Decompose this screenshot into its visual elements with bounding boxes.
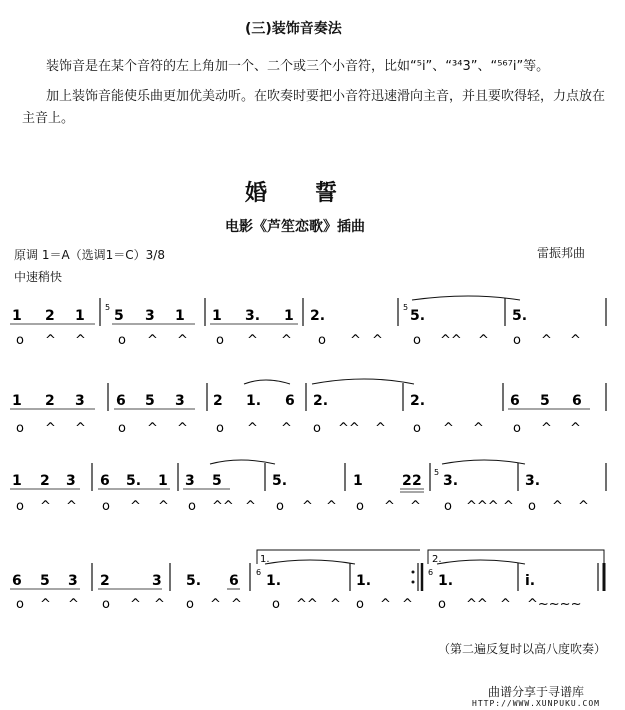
- svg-text:o: o: [276, 499, 284, 514]
- svg-text:^: ^: [578, 499, 589, 514]
- note: 1: [353, 473, 363, 489]
- svg-text:^: ^: [375, 421, 386, 436]
- svg-text:o: o: [188, 499, 196, 514]
- svg-text:^: ^: [210, 597, 221, 612]
- svg-text:o: o: [444, 499, 452, 514]
- svg-text:^^: ^^: [212, 499, 234, 514]
- note: 5: [145, 393, 155, 409]
- svg-text:^: ^: [541, 421, 552, 436]
- svg-text:o: o: [16, 597, 24, 612]
- tie-slur: [265, 560, 355, 564]
- note: 1: [75, 308, 85, 324]
- grace-note: 6: [428, 568, 434, 577]
- svg-text:^: ^: [45, 421, 56, 436]
- svg-text:^: ^: [473, 421, 484, 436]
- svg-text:^: ^: [130, 499, 141, 514]
- grace-note: 5: [105, 303, 111, 312]
- note: 2: [412, 473, 422, 489]
- svg-text:^: ^: [281, 333, 292, 348]
- svg-text:^: ^: [326, 499, 337, 514]
- tempo-marking: 中速稍快: [14, 270, 63, 284]
- svg-text:o: o: [413, 333, 421, 348]
- svg-text:^: ^: [570, 421, 581, 436]
- svg-text:^^^: ^^^: [466, 499, 499, 514]
- note: 3: [185, 473, 195, 489]
- song-subtitle: 电影《芦笙恋歌》插曲: [225, 219, 365, 235]
- svg-text:o: o: [528, 499, 536, 514]
- svg-text:o: o: [16, 333, 24, 348]
- svg-text:^: ^: [158, 499, 169, 514]
- svg-text:^: ^: [245, 499, 256, 514]
- score-row-1: [10, 296, 606, 348]
- note: 1: [12, 473, 22, 489]
- note: 1: [175, 308, 185, 324]
- note: 2: [402, 473, 412, 489]
- note: 6: [510, 393, 520, 409]
- note: 3: [175, 393, 185, 409]
- svg-text:o: o: [272, 597, 280, 612]
- svg-text:^: ^: [500, 597, 511, 612]
- svg-text:^: ^: [372, 333, 383, 348]
- svg-text:^: ^: [380, 597, 391, 612]
- note: 2.: [310, 308, 326, 324]
- svg-text:^: ^: [541, 333, 552, 348]
- grace-note: 5: [403, 303, 409, 312]
- note: 5.: [410, 308, 426, 324]
- svg-text:^: ^: [402, 597, 413, 612]
- svg-text:^^: ^^: [466, 597, 488, 612]
- volta-label-1: 1.: [260, 554, 270, 565]
- note: 6: [572, 393, 582, 409]
- paragraph-performance: 加上装饰音能使乐曲更加优美动听。在吹奏时要把小音符迅速滑向主音，并且要吹得轻，力点放在主音上。: [22, 89, 606, 126]
- note: 2: [100, 573, 110, 589]
- paragraph-grace-notes: 装饰音是在某个音符的左上角加一个、二个或三个小音符，比如“⁵i”、“³⁴3”、“⁵⁶⁷i”等。: [46, 59, 550, 74]
- note: 6: [285, 393, 295, 409]
- svg-text:o: o: [438, 597, 446, 612]
- svg-text:^: ^: [503, 499, 514, 514]
- svg-text:^: ^: [478, 333, 489, 348]
- tie-slur: [244, 380, 290, 384]
- volta-label-2: 2.: [432, 554, 442, 565]
- watermark-url: HTTP://WWW.XUNPUKU.COM: [472, 699, 600, 708]
- note: 6: [229, 573, 239, 589]
- note: 6: [12, 573, 22, 589]
- svg-text:^^: ^^: [338, 421, 360, 436]
- svg-text:^: ^: [330, 597, 341, 612]
- note: 1: [12, 308, 22, 324]
- svg-text:^: ^: [384, 499, 395, 514]
- svg-text:^~~~~: ^~~~~: [527, 597, 582, 612]
- svg-text:o: o: [118, 333, 126, 348]
- svg-text:^: ^: [154, 597, 165, 612]
- svg-text:^: ^: [40, 499, 51, 514]
- note: 5: [212, 473, 222, 489]
- svg-text:^: ^: [410, 499, 421, 514]
- svg-text:^: ^: [130, 597, 141, 612]
- svg-text:^: ^: [147, 333, 158, 348]
- svg-text:o: o: [102, 499, 110, 514]
- svg-text:^: ^: [350, 333, 361, 348]
- watermark-text: 曲谱分享于寻谱库: [488, 685, 585, 699]
- score-row-2: [10, 379, 606, 436]
- jianpu-score: [0, 280, 625, 620]
- svg-text:^: ^: [75, 421, 86, 436]
- note: 2: [40, 473, 50, 489]
- svg-text:o: o: [118, 421, 126, 436]
- svg-text:o: o: [356, 597, 364, 612]
- svg-text:^: ^: [68, 597, 79, 612]
- note: 1.: [246, 393, 262, 409]
- repeat-dot: [412, 581, 415, 584]
- svg-text:o: o: [318, 333, 326, 348]
- svg-text:o: o: [356, 499, 364, 514]
- svg-text:o: o: [513, 333, 521, 348]
- note: 3: [66, 473, 76, 489]
- note: i.: [525, 573, 536, 589]
- note: 3: [145, 308, 155, 324]
- note: 5: [540, 393, 550, 409]
- note: 1: [284, 308, 294, 324]
- note: 1: [158, 473, 168, 489]
- repeat-dot: [412, 571, 415, 574]
- note: 3: [75, 393, 85, 409]
- grace-note: 5: [434, 468, 440, 477]
- svg-text:o: o: [313, 421, 321, 436]
- note: 6: [116, 393, 126, 409]
- svg-text:^: ^: [177, 421, 188, 436]
- repeat-note: （第二遍反复时以高八度吹奏）: [438, 642, 607, 656]
- svg-text:^: ^: [66, 499, 77, 514]
- note: 5.: [512, 308, 528, 324]
- svg-text:^: ^: [231, 597, 242, 612]
- svg-text:o: o: [186, 597, 194, 612]
- svg-text:^: ^: [147, 421, 158, 436]
- svg-text:^: ^: [40, 597, 51, 612]
- svg-text:^: ^: [45, 333, 56, 348]
- svg-text:^: ^: [247, 333, 258, 348]
- note: 1.: [266, 573, 282, 589]
- note: 1: [212, 308, 222, 324]
- note: 2: [213, 393, 223, 409]
- note: 3.: [245, 308, 261, 324]
- note: 3.: [443, 473, 459, 489]
- note: 3: [152, 573, 162, 589]
- svg-text:^: ^: [75, 333, 86, 348]
- note: 5.: [186, 573, 202, 589]
- note: 2.: [313, 393, 329, 409]
- note: 5.: [126, 473, 142, 489]
- tie-slur: [437, 560, 525, 564]
- note: 3.: [525, 473, 541, 489]
- note: 3: [68, 573, 78, 589]
- song-title: 婚誓: [245, 181, 386, 206]
- svg-text:^: ^: [570, 333, 581, 348]
- note: 1.: [356, 573, 372, 589]
- tie-slur: [412, 296, 520, 300]
- score-row-3: [10, 460, 606, 514]
- svg-text:^: ^: [247, 421, 258, 436]
- section-title: (三)装饰音奏法: [245, 21, 342, 37]
- svg-text:o: o: [216, 421, 224, 436]
- svg-text:o: o: [513, 421, 521, 436]
- svg-text:o: o: [102, 597, 110, 612]
- note: 2.: [410, 393, 426, 409]
- svg-text:^: ^: [302, 499, 313, 514]
- key-signature: 原调 1＝A（选调1＝C）3/8: [14, 248, 165, 262]
- grace-note: 6: [256, 568, 262, 577]
- note: 6: [100, 473, 110, 489]
- note: 2: [45, 308, 55, 324]
- svg-text:^^: ^^: [296, 597, 318, 612]
- tie-slur: [442, 460, 525, 464]
- tie-slur: [312, 379, 414, 384]
- note: 5: [114, 308, 124, 324]
- svg-text:^^: ^^: [440, 333, 462, 348]
- svg-text:o: o: [216, 333, 224, 348]
- score-row-4: [10, 550, 604, 612]
- svg-text:^: ^: [177, 333, 188, 348]
- svg-text:^: ^: [281, 421, 292, 436]
- svg-text:^: ^: [443, 421, 454, 436]
- note: 5: [40, 573, 50, 589]
- svg-text:o: o: [16, 421, 24, 436]
- note: 1.: [438, 573, 454, 589]
- svg-text:o: o: [16, 499, 24, 514]
- svg-text:o: o: [413, 421, 421, 436]
- note: 5.: [272, 473, 288, 489]
- note: 1: [12, 393, 22, 409]
- composer: 雷振邦曲: [537, 246, 586, 260]
- note: 2: [45, 393, 55, 409]
- svg-text:^: ^: [552, 499, 563, 514]
